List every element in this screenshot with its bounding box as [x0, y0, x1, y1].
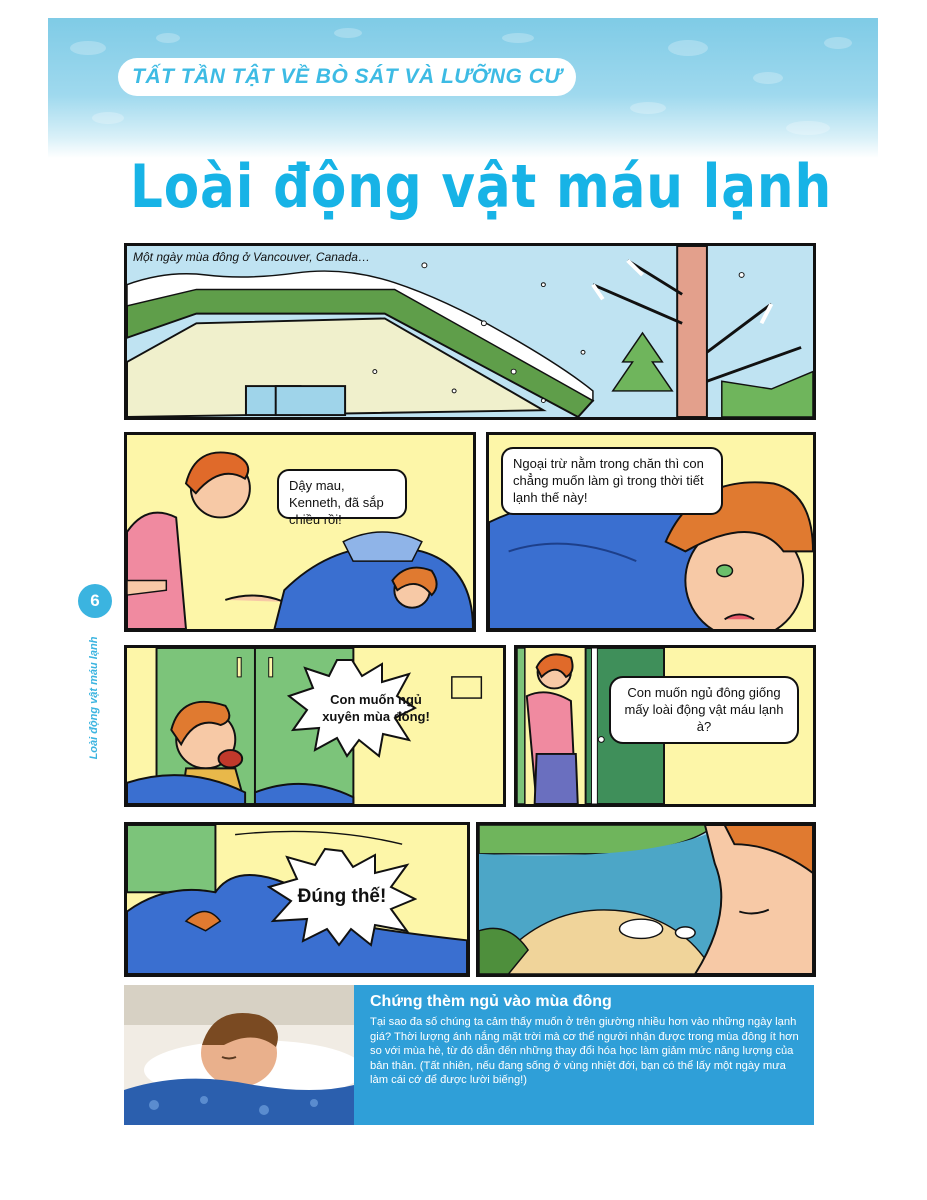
comic-panel-6: [124, 822, 470, 977]
dream-river-illustration: [479, 825, 813, 974]
shout-bubble: [267, 847, 417, 947]
comic-panel-4: [124, 645, 506, 807]
speech-text: Dậy mau, Kenneth, đã sắp chiều rồi!: [289, 478, 384, 527]
speech-bubble: [277, 469, 407, 527]
comic-panel-7: [476, 822, 816, 977]
info-body: Tại sao đa số chúng ta cảm thấy muốn ở trên giường nhiều hơn vào những ngày lạnh giá? Thời lượng ánh nắng mặt trời mà cơ thể người nhận được trong mùa đông ít hơn so với mùa hè, từ đó dẫn đến những thay đổi hóa học làm giảm mức năng lượng của bản thân. (Tất nhiên, nếu đang sống ở vùng nhiệt đới, bạn có thể lấy một ngày mưa làm cái cớ để được lười biếng!): [370, 1016, 799, 1087]
comic-panel-5: [514, 645, 816, 807]
shout-bubble: [287, 658, 430, 758]
page-number: 6: [78, 584, 112, 618]
info-text-panel: [354, 985, 814, 1125]
shout-text: Con muốn ngủ xuyên mùa đông!: [322, 692, 430, 724]
comic-panel-2: [124, 432, 476, 632]
info-box: [124, 985, 814, 1125]
series-title-pill: [118, 58, 576, 96]
sleeping-child-photo-drawing: [124, 985, 354, 1125]
winter-house-scene: [127, 246, 813, 417]
speech-bubble: [501, 447, 723, 515]
info-title: Chứng thèm ngủ vào mùa đông: [370, 993, 612, 1010]
series-title: TẤT TẦN TẬT VỀ BÒ SÁT VÀ LƯỠNG CƯ: [132, 65, 562, 88]
mother-and-sleeping-boy-illustration: [127, 435, 473, 629]
chapter-label: Loài động vật máu lạnh: [88, 636, 100, 760]
sleeping-child-photo: [124, 985, 354, 1125]
comic-panel-1: [124, 243, 816, 420]
speech-text: Ngoại trừ nằm trong chăn thì con chẳng muốn làm gì trong thời tiết lạnh thế này!: [513, 456, 704, 505]
comic-panel-3: [486, 432, 816, 632]
page-title: Loài động vật máu lạnh: [130, 152, 833, 222]
speech-text: Con muốn ngủ đông giống mấy loài động vật máu lạnh à?: [624, 685, 784, 734]
speech-bubble: [609, 676, 799, 744]
header-banner: [48, 18, 878, 158]
chapter-side-label: [82, 628, 106, 768]
panel-caption: Một ngày mùa đông ở Vancouver, Canada…: [133, 250, 370, 264]
shout-text: Đúng thế!: [297, 886, 387, 907]
